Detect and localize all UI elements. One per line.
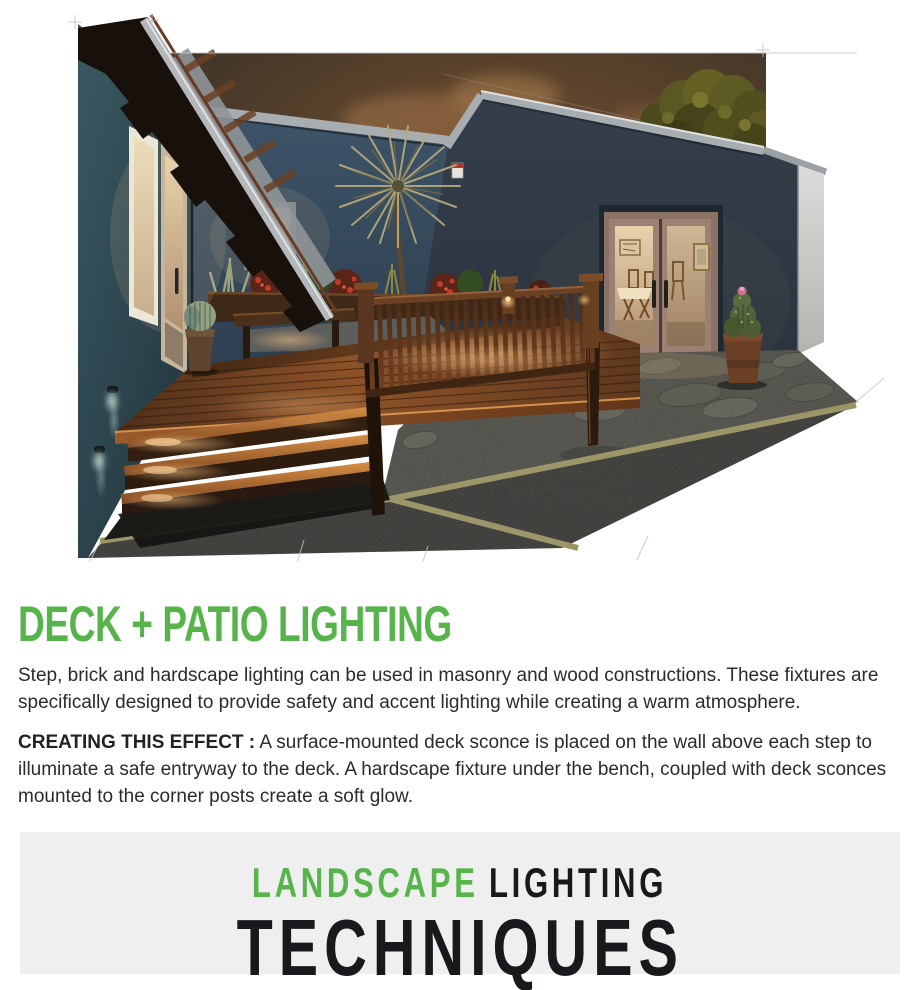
effect-text: A surface-mounted deck sconce is placed on the wall above each step to illuminate a safe entryway to the deck. A hardscape fixture under the bench, coupled with deck sconces mounted to the corner posts create a soft glow. xyxy=(18,732,887,807)
page-title: DECK + PATIO LIGHTING xyxy=(18,596,452,652)
hardscape-light-under-bench xyxy=(248,329,332,351)
entry-door-handle xyxy=(175,268,179,294)
brand-word-techniques: TECHNIQUES xyxy=(236,903,684,990)
side-wall-lit xyxy=(798,165,824,354)
article xyxy=(0,598,920,810)
door-handle-right xyxy=(664,280,668,308)
brand-banner xyxy=(20,832,900,990)
effect-paragraph xyxy=(18,729,902,810)
door-handle-left xyxy=(652,280,656,308)
intro-paragraph: Step, brick and hardscape lighting can be used in masonry and wood constructions. These fixtures are specifically designed to provide safety and accent lighting while creating a warm atmosphere. xyxy=(18,665,879,713)
entry-window xyxy=(129,126,158,326)
brand-word-landscape: LANDSCAPE xyxy=(252,859,480,906)
brand-line1 xyxy=(20,859,900,906)
effect-label: CREATING THIS EFFECT : xyxy=(18,732,256,753)
brand-word-lighting: LIGHTING xyxy=(489,859,668,906)
